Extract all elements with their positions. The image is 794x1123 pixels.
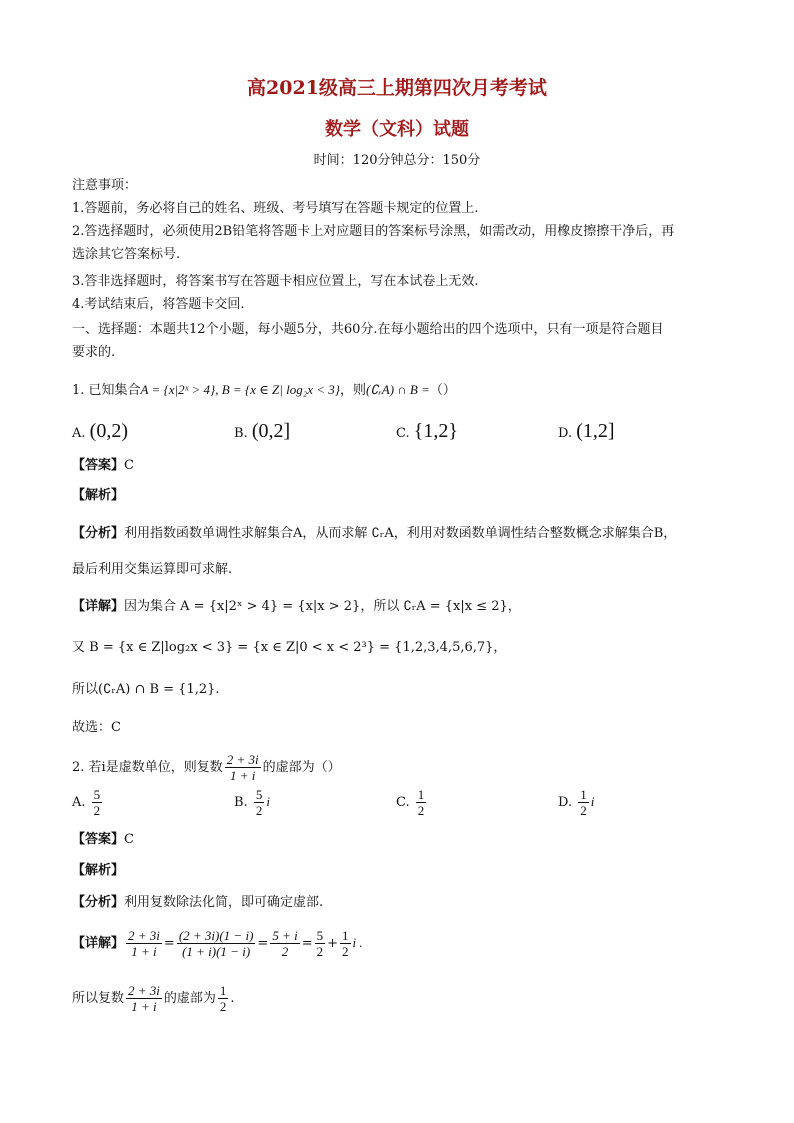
q1-option-a [72, 420, 128, 443]
q2-detail-frac-5-den: 2 [342, 944, 349, 959]
q2-option-a-num: 5 [93, 787, 101, 802]
q1-answer [72, 456, 727, 476]
q2-option-c-frac [416, 787, 427, 818]
q2-option-c-label: C. [396, 795, 410, 810]
q2-detail-frac-3-num: 5 + i [272, 928, 298, 943]
q2-detail-tail: i . [352, 935, 363, 950]
q1-prefix: 1. 已知集合 [72, 383, 141, 398]
q2-answer-value: C [124, 832, 134, 847]
q2-detail-tag: 【详解】 [72, 936, 125, 951]
q2-option-d-num: 1 [580, 787, 587, 802]
q2-detail-frac-3-den: 2 [281, 944, 289, 959]
q2-detail-frac-1 [126, 928, 162, 959]
q2-jiexi-tag: 【解析】 [72, 863, 125, 878]
q2-detail-frac-2-num: (2 + 3i)(1 − i) [178, 928, 254, 943]
q1-detail-2: 又 B = {x ∈ Z|log₂x < 3} = {x ∈ Z|0 < x < 2³} = {1,2,3,4,5,6,7}， [72, 640, 507, 655]
note-1: 1.答题前，务必将自己的姓名、班级、考号填写在答题卡规定的位置上. [72, 201, 479, 216]
q2-concl-frac-den: 1 + i [131, 999, 157, 1014]
notes-heading: 注意事项： [72, 178, 138, 193]
q2-detail-frac-4-den: 2 [316, 944, 324, 959]
q2-concl-value-num: 1 [219, 983, 227, 998]
q2-concl-mid: 的虚部为 [163, 991, 216, 1006]
q1-option-c [396, 420, 458, 443]
q2-option-b-den: 2 [255, 803, 263, 818]
q1-option-b [234, 420, 290, 443]
q2-fraction-num: 2 + 3i [226, 752, 259, 767]
q1-answer-value: C [124, 458, 134, 473]
q2-detail-frac-1-den: 1 + i [131, 944, 157, 959]
q1-option-b-label: B. [234, 426, 248, 441]
q2-option-d-tail: i [590, 794, 595, 809]
section-line-2: 要求的. [72, 345, 116, 360]
q2-fraction [225, 752, 261, 783]
q2-prefix: 2. 若i是虚数单位，则复数 [72, 760, 223, 775]
q1-detail-1 [72, 597, 727, 617]
q2-answer-tag: 【答案】 [72, 832, 125, 847]
q2-concl-pre: 所以复数 [72, 991, 125, 1006]
q1-option-d [558, 420, 615, 443]
q2-suffix: 的虚部为（） [262, 760, 341, 775]
q2-option-c-num: 1 [417, 787, 425, 802]
q1-jiexi-tag: 【解析】 [72, 488, 125, 503]
q1-paren: （） [429, 383, 456, 398]
q1-expr: (∁ᵣA) ∩ B = [365, 382, 430, 397]
q2-analysis-tag: 【分析】 [72, 895, 125, 910]
q1-option-d-label: D. [558, 426, 573, 441]
q2-concl-frac [126, 983, 162, 1014]
q1-option-d-value: (1,2] [576, 420, 615, 442]
q1-choose: 故选：C [72, 720, 121, 735]
q1-analysis-a: 利用指数函数单调性求解集合A，从而求解 ∁ᵣA，利用对数函数单调性结合整数概念求解集合B， [124, 526, 677, 541]
q1-detail-3: 所以(∁ᵣA) ∩ B = {1,2}. [72, 682, 220, 697]
q2-option-b-num: 5 [255, 787, 263, 802]
exam-title: 高2021级高三上期第四次月考考试 [247, 77, 547, 99]
q2-option-a-den: 2 [93, 803, 101, 818]
q2-detail-frac-4 [315, 928, 326, 959]
note-2a: 2.答选择题时，必须使用2B铅笔将答题卡上对应题目的答案标号涂黑，如需改动，用橡皮擦擦干净后，再 [72, 224, 675, 239]
q2-option-c [396, 787, 428, 818]
q1-stem [72, 380, 727, 401]
q2-detail-frac-2-den: (1 + i)(1 − i) [182, 944, 251, 959]
section-line-1: 一、选择题：本题共12个小题，每小题5分，共60分.在每小题给出的四个选项中，只有一项是符合题目 [72, 322, 664, 337]
q2-option-b-frac [254, 787, 265, 818]
q2-conclusion [72, 983, 727, 1014]
q2-detail-frac-3 [270, 928, 299, 959]
q1-ask: ，则 [339, 383, 366, 398]
q2-answer [72, 830, 727, 850]
q2-detail-frac-5-num: 1 [342, 928, 349, 943]
q1-analysis [72, 524, 727, 544]
time-info: 时间：120分钟总分：150分 [313, 153, 481, 168]
note-3: 3.答非选择题时，将答案书写在答题卡相应位置上，写在本试卷上无效. [72, 274, 479, 289]
q2-concl-end: . [230, 991, 235, 1006]
q2-concl-value [218, 983, 229, 1014]
q1-option-c-value: {1,2} [413, 420, 458, 442]
q2-option-d-label: D. [558, 795, 573, 810]
q2-option-a [72, 787, 104, 818]
q2-option-a-frac [92, 787, 103, 818]
exam-subtitle: 数学（文科）试题 [325, 119, 469, 140]
q1-set-a: A = {x|2ˣ > 4} [140, 382, 216, 397]
q1-detail-1-text: 因为集合 A = {x|2ˣ > 4} = {x|x > 2}，所以 ∁ᵣA = {x|x ≤ 2}， [124, 599, 521, 614]
q2-analysis [72, 893, 727, 913]
q2-option-b [234, 787, 270, 818]
q2-option-a-label: A. [72, 795, 86, 810]
q2-option-d-frac [578, 787, 589, 818]
q2-detail: 【详解】 $\frac{2 + 3i}{1 + i}$ = $\frac{(2 + 3i)(1 - i)}{(1 + i)(1 - i)}$ = $\frac{5 + i}{2}$ = $\frac{5}{2}$ + $\frac{1}{2}$ i . [72, 928, 363, 959]
q1-set-b: , B = {x ∈ Z| log₂x < 3} [215, 382, 340, 397]
q1-detail-tag: 【详解】 [72, 599, 125, 614]
note-4: 4.考试结束后，将答题卡交回. [72, 297, 245, 312]
q1-option-c-label: C. [396, 426, 410, 441]
q1-option-b-value: (0,2] [251, 420, 291, 442]
q2-option-d [558, 787, 594, 818]
q2-detail-frac-5 [340, 928, 351, 959]
q1-option-a-value: (0,2) [89, 420, 128, 442]
q2-fraction-den: 1 + i [229, 768, 256, 783]
q2-option-b-label: B. [234, 795, 248, 810]
q2-option-d-den: 2 [580, 803, 587, 818]
note-2b: 选涂其它答案标号. [72, 247, 181, 262]
q2-option-c-den: 2 [417, 803, 425, 818]
q1-answer-tag: 【答案】 [72, 458, 125, 473]
q1-analysis-tag: 【分析】 [72, 526, 125, 541]
q1-analysis-b: 最后利用交集运算即可求解. [72, 562, 233, 577]
q2-option-b-tail: i [266, 794, 270, 809]
q2-analysis-text: 利用复数除法化简，即可确定虚部. [124, 895, 324, 910]
q1-option-a-label: A. [72, 426, 86, 441]
q2-detail-frac-2 [177, 928, 256, 959]
q2-detail-frac-4-num: 5 [316, 928, 324, 943]
q2-detail-frac-1-num: 2 + 3i [128, 928, 160, 943]
q2-stem [72, 752, 727, 783]
q2-concl-frac-num: 2 + 3i [128, 983, 160, 998]
q2-concl-value-den: 2 [219, 999, 227, 1014]
